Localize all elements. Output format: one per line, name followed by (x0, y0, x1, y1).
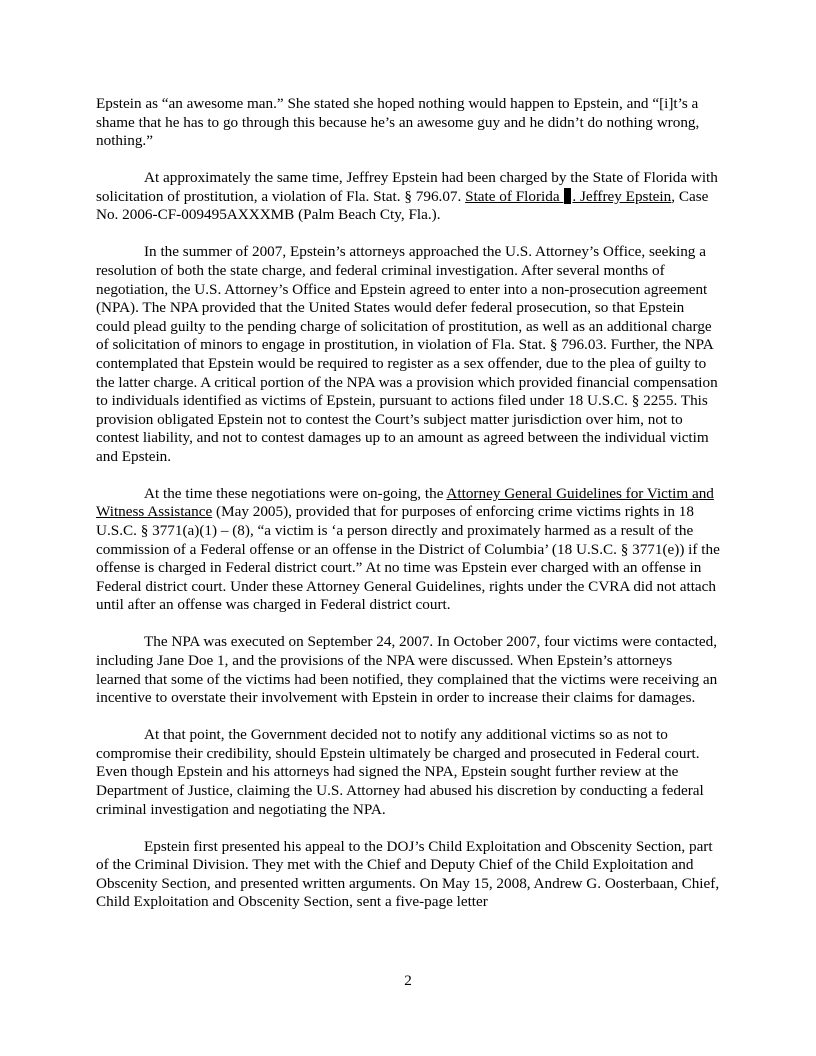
paragraph-doj-appeal (96, 838, 720, 912)
page-number: 2 (404, 972, 412, 989)
paragraph-text: At approximately the same time, Jeffrey Epstein had been charged by the State of Florida with solicitation of prostitution, a violation of Fla. Stat. § 796.07. (96, 169, 718, 205)
paragraph-text: At the time these negotiations were on-going, the (144, 484, 447, 502)
guidelines-title: Attorney General Guidelines for Victim and Witness Assistance (96, 484, 714, 521)
paragraph-text: Epstein first presented his appeal to the DOJ’s Child Exploitation and Obscenity Section, part of the Criminal Division. They met with the Chief and Deputy Chief of the Child Exploitation and Obscenity Section, and presented written arguments. On May 15, 2008, Andrew G. Oosterbaan, Chief, Child Exploitation and Obscenity Section, sent a five-page letter (96, 837, 720, 911)
paragraph-npa-negotiation (96, 243, 720, 466)
paragraph-government-decision (96, 726, 720, 819)
paragraph-npa-executed (96, 633, 720, 707)
paragraph-text: In the summer of 2007, Epstein’s attorneys approached the U.S. Attorney’s Office, seeking a resolution of both the state charge, and federal criminal investigation. After several months of negotiation, the U.S. Attorney’s Office and Epstein agreed to enter into a non-prosecution agreement (NPA). The NPA provided that the United States would defer federal prosecution, so that Epstein could plead guilty to the pending charge of solicitation of prostitution, as well as an additional charge of solicitation of minors to engage in prostitution, in violation of Fla. Stat. § 796.03. Further, the NPA contemplated that Epstein would be required to register as a sex offender, due to the plea of guilty to the latter charge. A critical portion of the NPA was a provision which provided financial compensation to individuals identified as victims of Epstein, pursuant to actions filed under 18 U.S.C. § 2255. This provision obligated Epstein not to contest the Court’s subject matter jurisdiction over him, not to contest liability, and not to contest damages up to an amount as agreed between the individual victim and Epstein. (96, 243, 718, 465)
paragraph-continuation (96, 95, 720, 151)
paragraph-text: , Case No. 2006-CF-009495AXXXMB (Palm Beach Cty, Fla.). (96, 187, 709, 224)
paragraph-state-charge (96, 169, 720, 225)
case-name-citation (465, 188, 671, 205)
case-name-part-a: State of Florida (465, 187, 564, 205)
redaction-bar (564, 188, 571, 204)
paragraph-text: (May 2005), provided that for purposes of enforcing crime victims rights in 18 U.S.C. § 3771(a)(1) – (8), “a victim is ‘a person directly and proximately harmed as a result of the commission of a Federal offense or an offense in the District of Columbia’ (18 U.S.C. § 3771(e)) if the offense is charged in Federal district court.” At no time was Epstein ever charged with an offense in Federal district court. Under these Attorney General Guidelines, rights under the CVRA did not attach until after an offense was charged in Federal district court. (96, 503, 720, 614)
paragraph-text: At that point, the Government decided not to notify any additional victims so as not to compromise their credibility, should Epstein ultimately be charged and prosecuted in Federal court. Even though Epstein and his attorneys had signed the NPA, Epstein sought further review at the Department of Justice, claiming the U.S. Attorney had abused his discretion by conducting a federal criminal investigation and negotiating the NPA. (96, 726, 704, 818)
case-name-part-b: . Jeffrey Epstein (572, 187, 672, 205)
paragraph-text: Epstein as “an awesome man.” She stated she hoped nothing would happen to Epstein, and “[i]t’s a shame that he has to go through this because he’s an awesome guy and he didn’t do nothing wrong, nothing.” (96, 95, 700, 150)
document-page (96, 95, 720, 930)
paragraph-ag-guidelines (96, 485, 720, 615)
paragraph-text: The NPA was executed on September 24, 2007. In October 2007, four victims were contacted, including Jane Doe 1, and the provisions of the NPA were discussed. When Epstein’s attorneys learned that some of the victims had been notified, they complained that the victims were receiving an incentive to overstate their involvement with Epstein in order to increase their claims for damages. (96, 633, 718, 707)
